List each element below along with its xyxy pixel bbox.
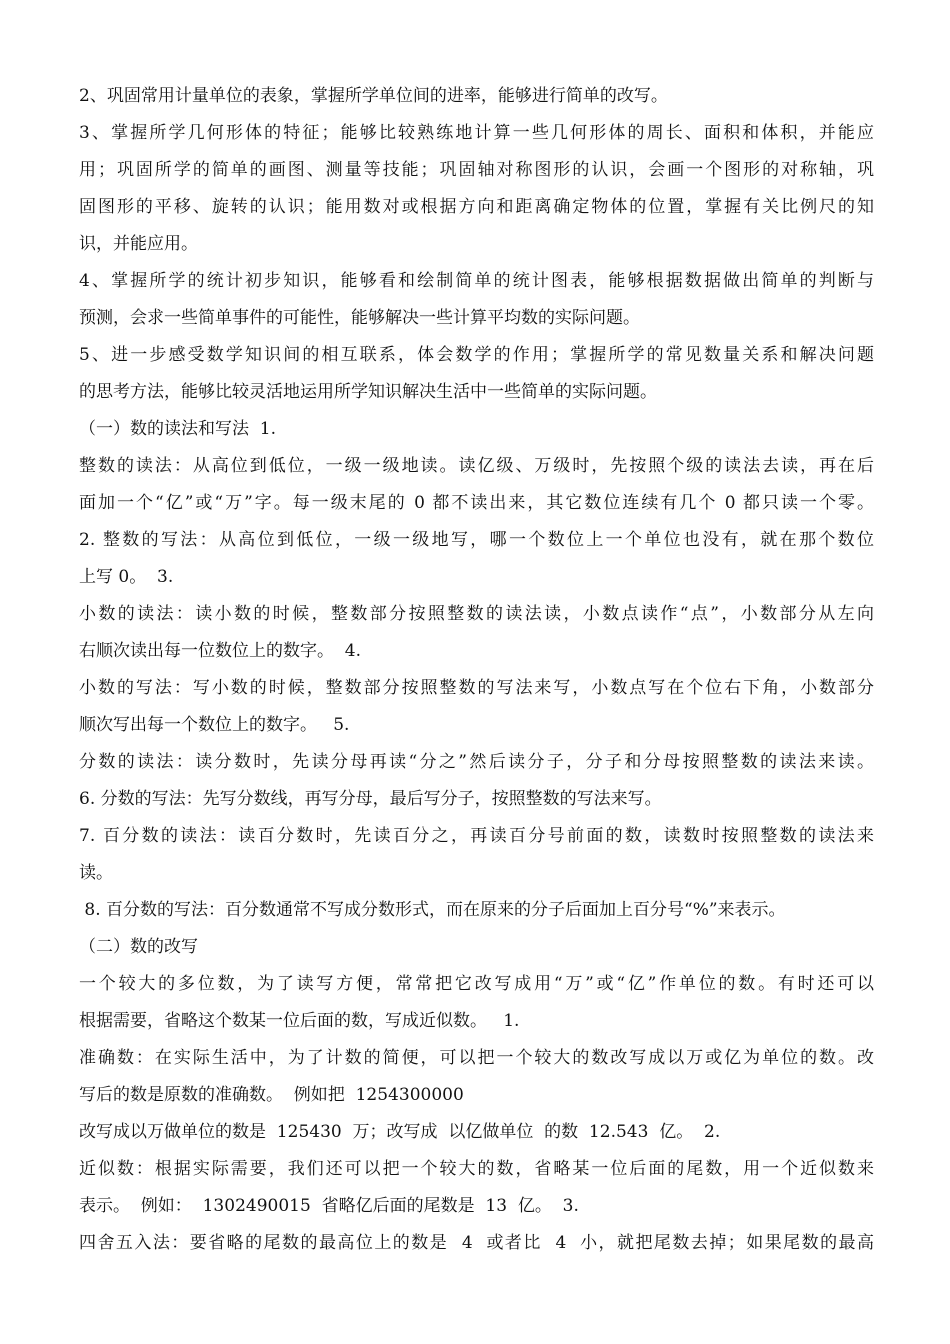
text-line: 用；巩固所学的简单的画图、测量等技能；巩固轴对称图形的认识，会画一个图形的对称轴，巩 bbox=[79, 160, 874, 180]
text-line: 6. 分数的写法：先写分数线，再写分母，最后写分子，按照整数的写法来写。 bbox=[79, 789, 662, 809]
text-line: 表示。 例如： 1302490015 省略亿后面的尾数是 13 亿。 3. bbox=[79, 1196, 579, 1216]
text-line: 上写 0。 3. bbox=[79, 567, 174, 587]
text-line: 根据需要，省略这个数某一位后面的数，写成近似数。 1. bbox=[79, 1011, 520, 1031]
text-line: 读。 bbox=[79, 863, 113, 883]
text-line: 一个较大的多位数，为了读写方便，常常把它改写成用“万”或“亿”作单位的数。有时还可以 bbox=[79, 974, 874, 994]
text-line: 3、掌握所学几何形体的特征；能够比较熟练地计算一些几何形体的周长、面积和体积，并能应 bbox=[79, 123, 874, 143]
text-line: 7. 百分数的读法：读百分数时，先读百分之，再读百分号前面的数，读数时按照整数的读法来 bbox=[79, 826, 874, 846]
text-line: 面加一个“亿”或“万”字。每一级末尾的 0 都不读出来，其它数位连续有几个 0 都只读一个零。 bbox=[79, 493, 874, 513]
section-heading: （二）数的改写 bbox=[79, 937, 198, 957]
text-line: 固图形的平移、旋转的认识；能用数对或根据方向和距离确定物体的位置，掌握有关比例尺的知 bbox=[79, 197, 874, 217]
text-line: 小数的读法：读小数的时候，整数部分按照整数的读法读，小数点读作“点”，小数部分从左向 bbox=[79, 604, 874, 624]
text-line: 8. 百分数的写法：百分数通常不写成分数形式，而在原来的分子后面加上百分号“%”来表示。 bbox=[79, 900, 786, 920]
text-line: 识，并能应用。 bbox=[79, 234, 198, 254]
text-line: 改写成以万做单位的数是 125430 万；改写成 以亿做单位 的数 12.543 亿。 2. bbox=[79, 1122, 721, 1142]
text-line: 四舍五入法：要省略的尾数的最高位上的数是 4 或者比 4 小，就把尾数去掉；如果尾数的最高 bbox=[79, 1233, 874, 1253]
text-line: 2. 整数的写法：从高位到低位，一级一级地写，哪一个数位上一个单位也没有，就在那个数位 bbox=[79, 530, 874, 550]
text-line: 小数的写法：写小数的时候，整数部分按照整数的写法来写，小数点写在个位右下角，小数部分 bbox=[79, 678, 874, 698]
text-line: 分数的读法：读分数时，先读分母再读“分之”然后读分子，分子和分母按照整数的读法来读。 bbox=[79, 752, 874, 772]
text-line: 准确数：在实际生活中，为了计数的简便，可以把一个较大的数改写成以万或亿为单位的数。改 bbox=[79, 1048, 874, 1068]
text-line: 5、进一步感受数学知识间的相互联系，体会数学的作用；掌握所学的常见数量关系和解决问题 bbox=[79, 345, 874, 365]
text-line: 整数的读法：从高位到低位，一级一级地读。读亿级、万级时，先按照个级的读法去读，再在后 bbox=[79, 456, 874, 476]
text-line: 2、巩固常用计量单位的表象，掌握所学单位间的进率，能够进行简单的改写。 bbox=[79, 86, 668, 106]
text-line: 近似数：根据实际需要，我们还可以把一个较大的数，省略某一位后面的尾数，用一个近似数来 bbox=[79, 1159, 874, 1179]
section-heading: （一）数的读法和写法 1. bbox=[79, 419, 277, 439]
text-line: 顺次写出每一个数位上的数字。 5. bbox=[79, 715, 350, 735]
text-line: 4、掌握所学的统计初步知识，能够看和绘制简单的统计图表，能够根据数据做出简单的判断与 bbox=[79, 271, 874, 291]
text-line: 的思考方法，能够比较灵活地运用所学知识解决生活中一些简单的实际问题。 bbox=[79, 382, 657, 402]
text-line: 写后的数是原数的准确数。 例如把 1254300000 bbox=[79, 1085, 464, 1105]
text-line: 预测，会求一些简单事件的可能性，能够解决一些计算平均数的实际问题。 bbox=[79, 308, 640, 328]
text-line: 右顺次读出每一位数位上的数字。 4. bbox=[79, 641, 362, 661]
